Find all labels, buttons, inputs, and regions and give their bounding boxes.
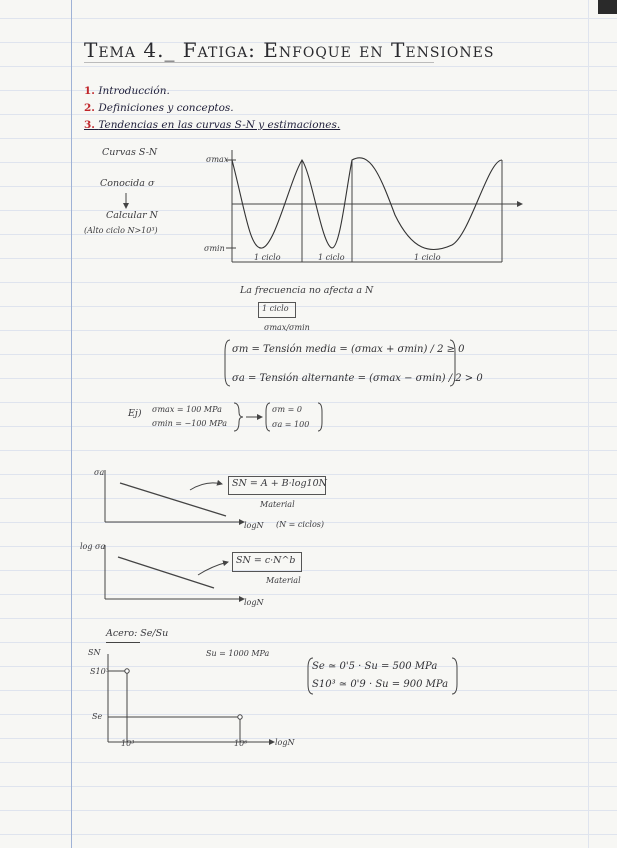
acero-sn: SN: [88, 648, 101, 657]
example-brace-1: [234, 403, 243, 431]
acero-eq1: Se ≃ 0'5 · Su = 500 MPa: [312, 661, 438, 672]
example-sa: σa = 100: [272, 420, 310, 429]
cycle-label-1: 1 ciclo: [254, 253, 281, 262]
frequency-note: La frecuencia no afecta a N: [240, 285, 374, 296]
acero-heading: Acero: Se/Su: [106, 628, 169, 639]
graph1-callout: [190, 483, 222, 490]
index-num: 3.: [84, 119, 95, 131]
example-brace-3: [318, 403, 322, 431]
acero-eq-bracket-left: [308, 658, 313, 694]
acero-xlabel: logN: [275, 738, 295, 747]
index-text: Introducción.: [98, 85, 170, 97]
index-text: Definiciones y conceptos.: [98, 102, 234, 114]
note-conocida: Conocida σ: [100, 178, 155, 189]
acero-x1: 10³: [121, 739, 135, 748]
note-curvas: Curvas S-N: [102, 147, 158, 158]
acero-eq-bracket-right: [452, 658, 457, 694]
graph1-material: Material: [260, 500, 295, 509]
example-brace-2: [266, 403, 270, 431]
graph1-formula: SN = A + B·log10N: [232, 478, 327, 489]
graph2-callout: [198, 562, 228, 575]
def-alternante: σa = Tensión alternante = (σmax − σmin) / 2 > 0: [232, 373, 483, 384]
smax-label: σmax: [206, 155, 229, 164]
cycle-label-2: 1 ciclo: [318, 253, 345, 262]
example-smax: σmax = 100 MPa: [152, 405, 222, 414]
def-media: σm = Tensión media = (σmax + σmin) / 2 ≥ 0: [232, 344, 465, 355]
index-num: 2.: [84, 102, 95, 114]
def-bracket-right: [450, 340, 455, 386]
acero-se: Se: [92, 712, 103, 721]
index-text: Tendencias en las curvas S-N y estimaciones.: [98, 119, 341, 131]
acero-x2: 10⁶: [234, 739, 248, 748]
graph2-xlabel: logN: [244, 598, 264, 607]
example-smin: σmin = −100 MPa: [152, 419, 228, 428]
graph1-ylabel: σa: [94, 468, 105, 477]
index-num: 1.: [84, 85, 95, 97]
ciclo-box-label: 1 ciclo: [262, 304, 289, 313]
graph2-ylabel: log σa: [80, 542, 106, 551]
ratio-label: σmax/σmin: [264, 323, 310, 332]
acero-point-se: [238, 715, 242, 719]
acero-su: Su = 1000 MPa: [206, 649, 270, 658]
graph1-xlabel: logN: [244, 521, 264, 530]
graph1-line: [120, 483, 226, 516]
graph1-xnote: (N = ciclos): [276, 520, 325, 529]
def-bracket-left: [225, 340, 230, 386]
note-alto-ciclo: (Alto ciclo N>10³): [84, 226, 158, 235]
acero-s103: S10³: [90, 667, 109, 676]
graph2-formula: SN = c·N^b: [236, 555, 296, 566]
acero-eq2: S10³ ≃ 0'9 · Su = 900 MPa: [312, 679, 449, 690]
acero-point-s103: [125, 669, 129, 673]
graph2-line: [118, 557, 214, 588]
cycle-label-3: 1 ciclo: [414, 253, 441, 262]
graph2-material: Material: [266, 576, 301, 585]
page-title: Tema 4._ Fatiga: Enfoque en Tensiones: [84, 38, 495, 62]
example-sm: σm = 0: [272, 405, 302, 414]
note-calcular: Calcular N: [106, 210, 158, 221]
smin-label: σmin: [204, 244, 225, 253]
example-label: Ej): [128, 408, 142, 419]
